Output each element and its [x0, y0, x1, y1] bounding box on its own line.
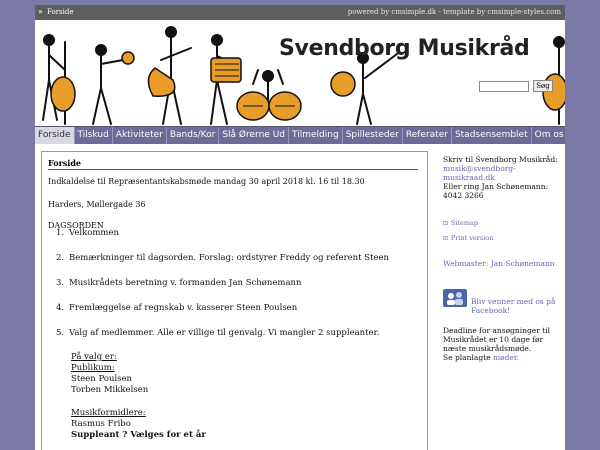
sitemap-link[interactable]: Sitemap [450, 219, 479, 227]
top-home-link[interactable]: Forside [47, 8, 74, 16]
publikum-heading: Publikum: [71, 363, 115, 373]
call-text: Eller ring Jan Schønemann: [443, 182, 549, 191]
sitemap-row [443, 218, 563, 227]
meetings-prefix: Se planlagte [443, 353, 491, 362]
top-bar [35, 5, 565, 20]
facebook-link[interactable]: Bliv venner med os på Facebook! [471, 297, 556, 315]
agenda-item: 3. Musikrådets beretning v. formanden Jan Schønemann [56, 278, 302, 288]
nav-item-forside[interactable]: Forside [35, 127, 75, 144]
print-icon: ⊡ [443, 234, 449, 242]
webmaster-row [443, 259, 563, 268]
nav-item-tilmelding[interactable]: Tilmelding [289, 127, 343, 144]
deadline-text: Deadline for ansøgninger til Musikrådet er 10 dage før næste musikrådsmøde. [443, 326, 550, 353]
nav-item-aktiviteter[interactable]: Aktiviteter [113, 127, 167, 144]
facebook-icon[interactable] [443, 289, 467, 307]
nav-item-spillesteder[interactable]: Spillesteder [343, 127, 403, 144]
phone-text: 4042 3266 [443, 191, 484, 200]
nav-item-slaa-oererne-ud[interactable]: Slå Ørerne Ud [219, 127, 289, 144]
search-input[interactable] [479, 81, 529, 92]
suppleant-text: Suppleant ? Vælges for et år [71, 430, 206, 440]
print-version-link[interactable]: Print version [450, 234, 494, 242]
credits-text: powered by cmsimple.dk - template by cmsimple-styles.com [347, 8, 561, 16]
search-button[interactable]: Søg [533, 80, 553, 92]
nav-item-om-os[interactable]: Om os [532, 127, 565, 144]
double-chevron-icon: » [38, 7, 43, 16]
agenda-item: 1. Velkommen [56, 228, 119, 238]
meetings-link[interactable]: møder. [492, 353, 519, 362]
agenda-item: 5. Valg af medlemmer. Alle er villige til genvalg. Vi mangler 2 suppleanter. [56, 328, 380, 338]
contact-prefix: Skriv til Svendborg Musikråd: [443, 155, 558, 164]
nav-item-stadsensemblet[interactable]: Stadsensemblet [452, 127, 532, 144]
nav-item-referater[interactable]: Referater [403, 127, 452, 144]
email-link[interactable]: musik@svendborg-musikraad.dk [443, 164, 516, 182]
agenda-item: 2. Bemærkninger til dagsorden. Forslag: ordstyrer Freddy og referent Steen [56, 253, 390, 263]
main-content [41, 151, 428, 450]
deadline-block [443, 326, 563, 362]
page [35, 5, 565, 450]
nav-item-bands-kor[interactable]: Bands/Kor [167, 127, 220, 144]
valg-heading: På valg er: [71, 352, 117, 362]
musikformidler-member: Rasmus Fribo [71, 419, 131, 429]
sitemap-icon: ⊡ [443, 219, 449, 227]
meetings-row [443, 353, 563, 362]
musikformidlere-heading: Musikformidlere: [71, 408, 146, 418]
address-text: Harders, Møllergade 36 [48, 200, 146, 209]
post-title: Forside [48, 158, 418, 170]
agenda-item: 4. Fremlæggelse af regnskab v. kasserer Steen Poulsen [56, 303, 298, 313]
nav-item-tilskud[interactable]: Tilskud [75, 127, 113, 144]
publikum-member: Torben Mikkelsen [71, 385, 149, 395]
print-row [443, 233, 563, 242]
publikum-member: Steen Poulsen [71, 374, 133, 384]
site-title: Svendborg Musikråd [279, 36, 530, 61]
intro-text: Indkaldelse til Repræsentantskabsmøde mandag 30 april 2018 kl. 16 til 18.30 [48, 177, 365, 186]
main-nav [35, 126, 565, 144]
header [35, 20, 565, 127]
facebook-row [471, 297, 563, 315]
webmaster-link[interactable]: Webmaster: Jan Schønemann [443, 259, 555, 268]
contact-block [443, 155, 563, 200]
agenda-heading: DAGSORDEN [48, 221, 104, 230]
